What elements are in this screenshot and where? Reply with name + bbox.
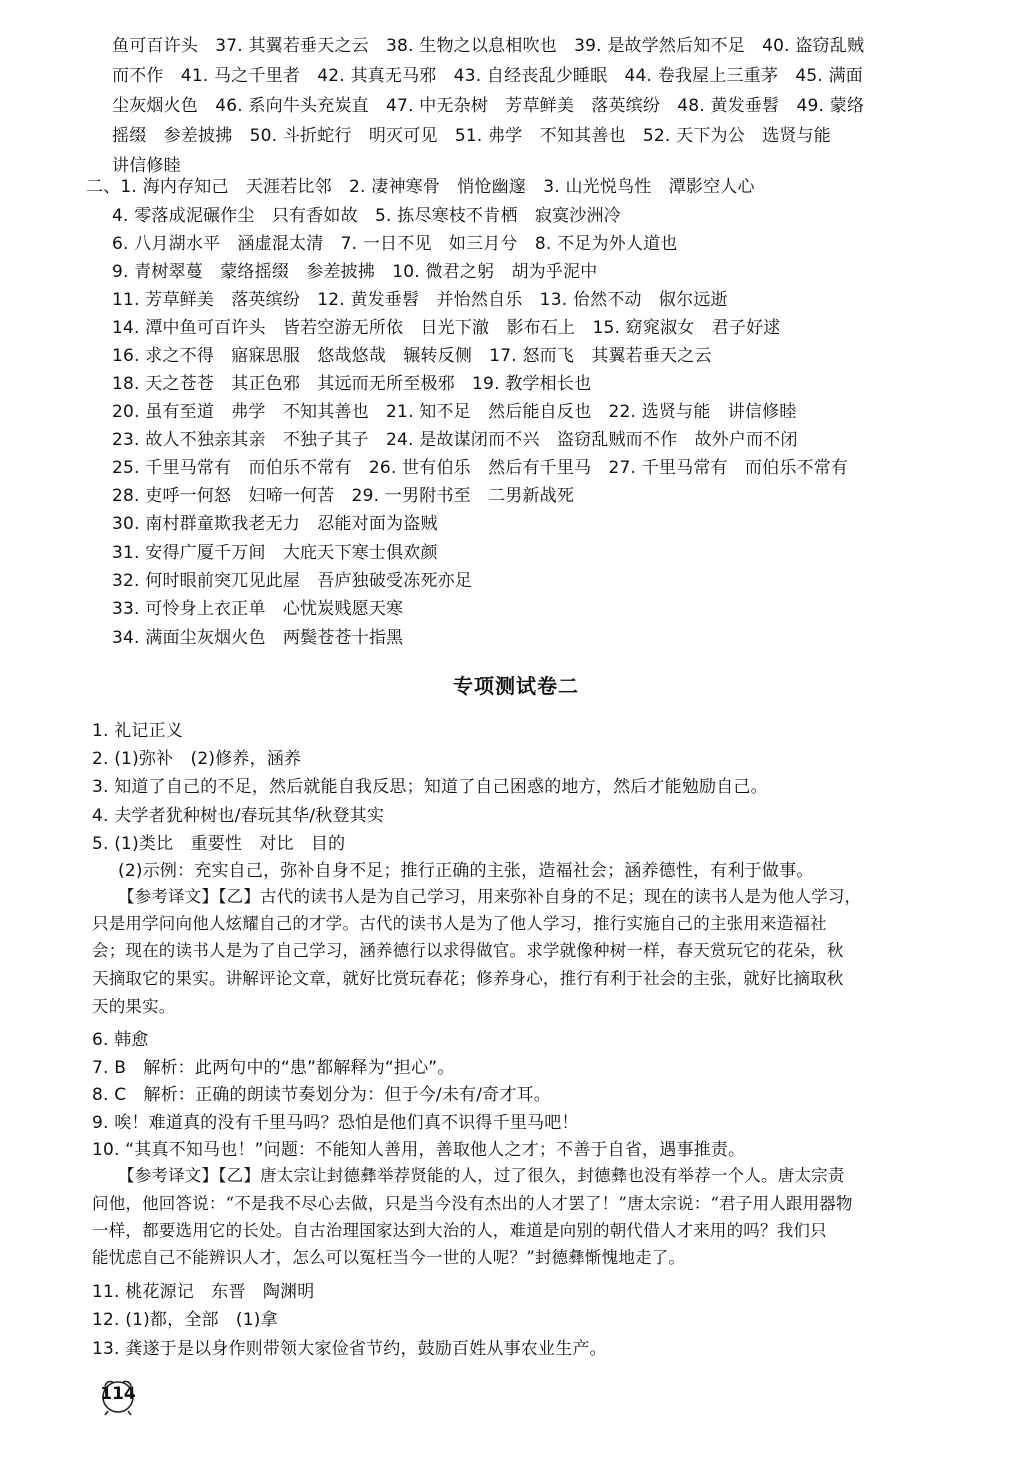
text-line: 16. 求之不得 寤寐思服 悠哉悠哉 辗转反侧 17. 怒而飞 其翼若垂天之云 — [112, 346, 712, 366]
answer-line: (2)示例：充实自己，弥补自身不足；推行正确的主张，造福社会；涵养德性，有利于做事。 — [118, 861, 814, 881]
answer-line: 11. 桃花源记 东晋 陶渊明 — [92, 1282, 315, 1302]
text-line: 20. 虽有至道 弗学 不知其善也 21. 知不足 然后能自反也 22. 选贤与能 讲信修睦 — [112, 402, 797, 422]
text-line: 讲信修睦 — [112, 156, 181, 176]
text-line: 33. 可怜身上衣正单 心忧炭贱愿天寒 — [112, 599, 404, 619]
translation-line: 【参考译文】【乙】唐太宗让封德彝举荐贤能的人，过了很久，封德彝也没有举荐一个人。唐太宗责 — [118, 1166, 845, 1185]
translation-line: 会；现在的读书人是为了自己学习，涵养德行以求得做官。求学就像种树一样，春天赏玩它的花朵，秋 — [92, 941, 844, 960]
answer-line: 10. “其真不知马也！”问题：不能知人善用，善取他人之才；不善于自省，遇事推责。 — [92, 1140, 746, 1160]
text-line: 34. 满面尘灰烟火色 两鬓苍苍十指黑 — [112, 628, 404, 648]
answer-line: 2. (1)弥补 (2)修养，涵养 — [92, 749, 302, 769]
text-line: 摇缀 参差披拂 50. 斗折蛇行 明灭可见 51. 弗学 不知其善也 52. 天下为公 选贤与能 — [112, 126, 831, 146]
translation-line: 问他，他回答说：“不是我不尽心去做，只是当今没有杰出的人才罢了！”唐太宗说：“君子用人跟用器物 — [92, 1194, 853, 1213]
translation-line: 能忧虑自己不能辨识人才，怎么可以冤枉当今一世的人呢？”封德彝惭愧地走了。 — [92, 1248, 686, 1267]
answer-line: 12. (1)都，全部 (1)拿 — [92, 1310, 278, 1330]
text-line: 25. 千里马常有 而伯乐不常有 26. 世有伯乐 然后有千里马 27. 千里马常有 而伯乐不常有 — [112, 458, 849, 478]
answer-line: 3. 知道了自己的不足，然后就能自我反思；知道了自己困惑的地方，然后才能勉励自己。 — [92, 777, 768, 797]
answer-line: 1. 礼记正义 — [92, 721, 184, 741]
answer-line: 7. B 解析：此两句中的“患”都解释为“担心”。 — [92, 1058, 455, 1078]
translation-line: 天摘取它的果实。讲解评论文章，就好比赏玩春花；修养身心，推行有利于社会的主张，就好比摘取秋 — [92, 969, 844, 988]
text-line: 4. 零落成泥碾作尘 只有香如故 5. 拣尽寒枝不肯栖 寂寞沙洲冷 — [112, 206, 621, 226]
text-line: 23. 故人不独亲其亲 不独子其子 24. 是故谋闭而不兴 盗窃乱贼而不作 故外户而不闭 — [112, 430, 798, 450]
text-line: 30. 南村群童欺我老无力 忍能对面为盗贼 — [112, 514, 438, 534]
text-line: 18. 天之苍苍 其正色邪 其远而无所至极邪 19. 教学相长也 — [112, 374, 592, 394]
answer-line: 5. (1)类比 重要性 对比 目的 — [92, 834, 346, 854]
answer-line: 9. 唉！难道真的没有千里马吗？恐怕是他们真不识得千里马吧！ — [92, 1113, 579, 1133]
text-line: 6. 八月湖水平 涵虚混太清 7. 一日不见 如三月兮 8. 不足为外人道也 — [112, 234, 678, 254]
section-title: 专项测试卷二 — [453, 674, 579, 698]
translation-line: 【参考译文】【乙】古代的读书人是为自己学习，用来弥补自身的不足；现在的读书人是为他人学习， — [118, 887, 862, 906]
translation-line: 只是用学问向他人炫耀自己的才学。古代的读书人是为了他人学习，推行实施自己的主张用来造福社 — [92, 914, 827, 933]
page-number-text: 114 — [100, 1384, 136, 1404]
text-line: 鱼可百许头 37. 其翼若垂天之云 38. 生物之以息相吹也 39. 是故学然后知不足 40. 盗窃乱贼 — [112, 36, 865, 56]
text-line: 二、1. 海内存知己 天涯若比邻 2. 凄神寒骨 悄怆幽邃 3. 山光悦鸟性 潭影空人心 — [86, 177, 755, 197]
answer-line: 4. 夫学者犹种树也/春玩其华/秋登其实 — [92, 806, 385, 826]
answer-line: 6. 韩愈 — [92, 1030, 149, 1050]
translation-line: 天的果实。 — [92, 997, 176, 1016]
translation-line: 一样，都要选用它的长处。自古治理国家达到大治的人，难道是向别的朝代借人才来用的吗？我们只 — [92, 1221, 827, 1240]
page-number — [96, 1376, 140, 1416]
text-line: 14. 潭中鱼可百许头 皆若空游无所依 日光下澈 影布石上 15. 窈窕淑女 君子好逑 — [112, 318, 781, 338]
text-line: 31. 安得广厦千万间 大庇天下寒士俱欢颜 — [112, 543, 438, 563]
answer-line: 8. C 解析：正确的朗读节奏划分为：但于今/未有/奇才耳。 — [92, 1085, 551, 1105]
answer-line: 13. 龚遂于是以身作则带领大家俭省节约，鼓励百姓从事农业生产。 — [92, 1339, 607, 1359]
text-line: 而不作 41. 马之千里者 42. 其真无马邪 43. 自经丧乱少睡眠 44. 卷我屋上三重茅 45. 满面 — [112, 66, 863, 86]
text-line: 11. 芳草鲜美 落英缤纷 12. 黄发垂髫 并怡然自乐 13. 佁然不动 俶尔远逝 — [112, 290, 728, 310]
text-line: 9. 青树翠蔓 蒙络摇缀 参差披拂 10. 微君之躬 胡为乎泥中 — [112, 262, 598, 282]
text-line: 32. 何时眼前突兀见此屋 吾庐独破受冻死亦足 — [112, 571, 473, 591]
text-line: 尘灰烟火色 46. 系向牛头充炭直 47. 中无杂树 芳草鲜美 落英缤纷 48. 黄发垂髫 49. 蒙络 — [112, 96, 865, 116]
text-line: 28. 吏呼一何怒 妇啼一何苦 29. 一男附书至 二男新战死 — [112, 486, 575, 506]
